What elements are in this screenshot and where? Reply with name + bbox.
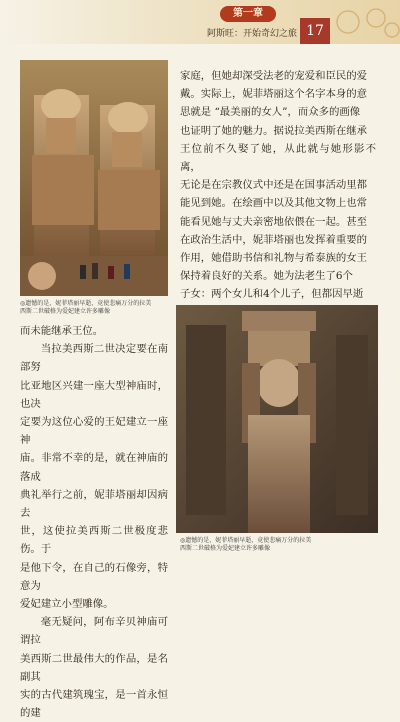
top-left-photo-caption: [20, 300, 175, 316]
text-line: 也证明了她的魅力。据说拉美西斯在继承: [180, 124, 368, 137]
text-line: 王位前不久娶了她，从此就与她形影不离，: [180, 142, 376, 174]
chapter-label: 第一章: [220, 6, 276, 22]
text-line: 在政治生活中，妮菲塔丽也发挥着重要的: [180, 233, 368, 246]
continuation-line: 而未能继承王位。: [20, 325, 104, 337]
text-line: 定要为这位心爱的王妃建立一座神: [20, 416, 168, 447]
text-line: 当拉美西斯二世决定要在南部努: [20, 343, 168, 374]
text-line: 世，这使拉美西斯二世极度悲伤。于: [20, 525, 168, 556]
text-line: 是他下令，在自己的石像旁，特意为: [20, 561, 168, 592]
text-line: 戴。实际上，妮菲塔丽这个名字本身的意: [180, 88, 368, 101]
text-line: 比亚地区兴建一座大型神庙时，也决: [20, 379, 168, 410]
text-line: 美西斯二世最伟大的作品，是名副其: [20, 652, 168, 683]
text-line: 家庭，但她却深受法老的宠爱和臣民的爱: [180, 70, 368, 82]
text-line: 无论是在宗教仪式中还是在国事活动里都: [180, 179, 368, 192]
text-line: 思就是 “最美丽的女人”，而众多的画像: [180, 106, 361, 119]
right-column-text: [180, 67, 376, 304]
top-left-caption-line1: ◎遗憾的是，妮菲塔丽早逝，竟使悲痛万分的拉美: [20, 300, 152, 307]
abu-simbel-colossi-photo: [20, 60, 168, 296]
text-line: 爱妃建立小型雕像。: [20, 598, 114, 611]
page-number: 17: [300, 18, 330, 44]
text-line: 保持着良好的关系。她为法老生了6个: [180, 270, 353, 283]
bottom-right-caption-line1: ◎遗憾的是，妮菲塔丽早逝，竟使悲痛万分的拉美: [180, 537, 312, 544]
text-line: 能见到她。在绘画中以及其他文物上也常: [180, 197, 368, 210]
nefertari-statue-photo: [176, 305, 378, 533]
text-line: 典礼举行之前，妮菲塔丽却因病去: [20, 488, 168, 520]
decorative-ornament: [328, 0, 400, 44]
text-line: 能看见她与丈夫亲密地依偎在一起。甚至: [180, 215, 368, 228]
text-line: 作用，她借助书信和礼物与希泰族的女王: [180, 252, 368, 265]
bottom-right-caption-line2: 西斯二世破格为爱妃建立许多雕像: [180, 545, 271, 552]
text-line: 庙。非常不幸的是，就在神庙的落成: [20, 452, 168, 483]
top-left-caption-line2: 西斯二世破格为爱妃建立许多雕像: [20, 308, 111, 315]
chapter-subtitle: 阿斯旺：开始奇幻之旅: [206, 29, 297, 39]
text-line: 子女：两个女儿和4个儿子，但都因早逝: [180, 288, 364, 301]
text-line: 实的古代建筑瑰宝，是一首永恒的建: [20, 689, 168, 720]
text-line: 毫无疑问，阿布辛贝神庙可谓拉: [20, 616, 168, 647]
left-column-text: [20, 322, 168, 722]
bottom-right-photo-caption: [180, 537, 378, 553]
